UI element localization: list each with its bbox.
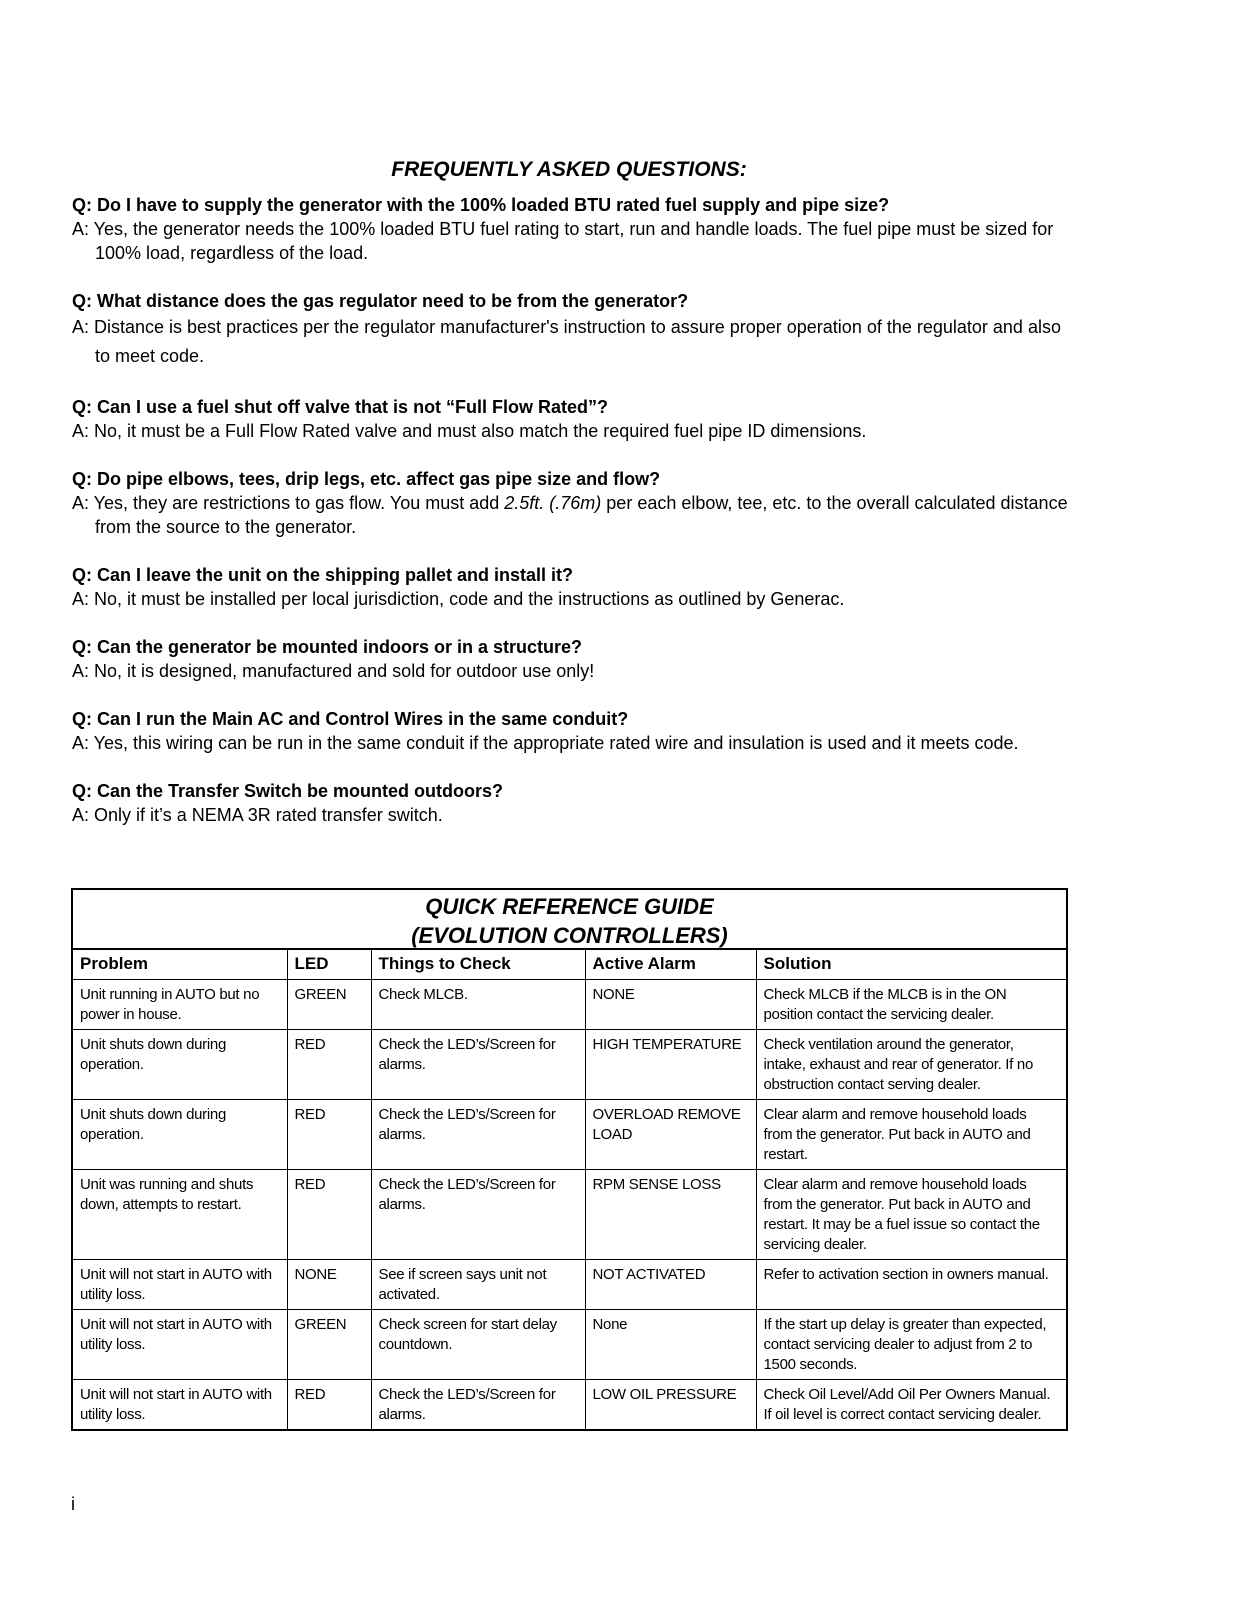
cell-led: GREEN [287,980,371,1030]
cell-things-to-check: Check the LED’s/Screen for alarms. [371,1100,585,1170]
cell-active-alarm: LOW OIL PRESSURE [585,1380,756,1430]
cell-led: RED [287,1030,371,1100]
cell-things-to-check: Check the LED’s/Screen for alarms. [371,1380,585,1430]
column-header-led: LED [287,950,371,980]
faq-item [72,395,1072,443]
faq-item [72,193,1072,265]
cell-problem: Unit shuts down during operation. [73,1030,287,1100]
cell-active-alarm: OVERLOAD REMOVE LOAD [585,1100,756,1170]
faq-answer: A: No, it is designed, manufactured and sold for outdoor use only! [72,661,595,681]
cell-solution: Check MLCB if the MLCB is in the ON position contact the servicing dealer. [756,980,1066,1030]
table-row [73,980,1066,1030]
faq-answer: A: Only if it’s a NEMA 3R rated transfer switch. [72,805,443,825]
faq-question: Q: Can I use a fuel shut off valve that is not “Full Flow Rated”? [72,397,609,417]
table-row [73,1380,1066,1430]
column-header-things-to-check: Things to Check [371,950,585,980]
faq-answer: A: Distance is best practices per the regulator manufacturer's instruction to assure proper operation of the regulator and also to meet code. [72,317,1061,366]
faq-item [72,635,1072,683]
cell-things-to-check: Check screen for start delay countdown. [371,1310,585,1380]
faq-question: Q: Can the generator be mounted indoors or in a structure? [72,637,583,657]
cell-things-to-check: Check the LED’s/Screen for alarms. [371,1030,585,1100]
column-header-solution: Solution [756,950,1066,980]
faq-item [72,707,1072,755]
faq-question: Q: What distance does the gas regulator need to be from the generator? [72,291,689,311]
faq-answer: A: No, it must be a Full Flow Rated valve and must also match the required fuel pipe ID dimensions. [72,421,867,441]
faq-item [72,779,1072,827]
cell-things-to-check: Check the LED’s/Screen for alarms. [371,1170,585,1260]
quick-reference-guide [71,888,1068,1431]
table-header-row [73,950,1066,980]
faq-question: Q: Can I leave the unit on the shipping pallet and install it? [72,565,574,585]
cell-solution: Check ventilation around the generator, intake, exhaust and rear of generator. If no obstruction contact serving dealer. [756,1030,1066,1100]
cell-active-alarm: None [585,1310,756,1380]
guide-title [73,890,1066,950]
faq-item [72,467,1072,539]
cell-problem: Unit will not start in AUTO with utility loss. [73,1260,287,1310]
faq-list [72,193,1072,851]
faq-answer [72,491,1072,539]
faq-question: Q: Do I have to supply the generator with the 100% loaded BTU rated fuel supply and pipe size? [72,195,890,215]
cell-problem: Unit running in AUTO but no power in house. [73,980,287,1030]
cell-active-alarm: HIGH TEMPERATURE [585,1030,756,1100]
faq-item [72,289,1072,371]
faq-title: FREQUENTLY ASKED QUESTIONS: [391,158,747,181]
cell-solution: Refer to activation section in owners manual. [756,1260,1066,1310]
cell-led: RED [287,1380,371,1430]
table-row [73,1100,1066,1170]
cell-led: NONE [287,1260,371,1310]
table-row [73,1260,1066,1310]
cell-things-to-check: Check MLCB. [371,980,585,1030]
cell-led: RED [287,1100,371,1170]
guide-table [73,950,1066,1429]
faq-answer: A: Yes, this wiring can be run in the same conduit if the appropriate rated wire and insulation is used and it meets code. [72,733,1019,753]
faq-question: Q: Can I run the Main AC and Control Wires in the same conduit? [72,709,629,729]
cell-problem: Unit will not start in AUTO with utility loss. [73,1380,287,1430]
cell-problem: Unit was running and shuts down, attempts to restart. [73,1170,287,1260]
cell-problem: Unit shuts down during operation. [73,1100,287,1170]
faq-answer-text: per each elbow, tee, etc. to the overall calculated distance from the source to the generator. [95,493,1068,537]
cell-led: RED [287,1170,371,1260]
faq-answer-emphasis: 2.5ft. (.76m) [504,493,602,513]
faq-answer-text: A: Yes, they are restrictions to gas flow. You must add [72,493,505,513]
guide-title-line: QUICK REFERENCE GUIDE [425,894,714,919]
cell-solution: If the start up delay is greater than expected, contact servicing dealer to adjust from 2 to 1500 seconds. [756,1310,1066,1380]
table-row [73,1030,1066,1100]
faq-item [72,563,1072,611]
table-row [73,1310,1066,1380]
column-header-active-alarm: Active Alarm [585,950,756,980]
column-header-problem: Problem [73,950,287,980]
cell-led: GREEN [287,1310,371,1380]
faq-answer: A: No, it must be installed per local jurisdiction, code and the instructions as outlined by Generac. [72,589,845,609]
faq-question: Q: Do pipe elbows, tees, drip legs, etc. affect gas pipe size and flow? [72,469,661,489]
cell-problem: Unit will not start in AUTO with utility loss. [73,1310,287,1380]
cell-solution: Clear alarm and remove household loads from the generator. Put back in AUTO and restart. It may be a fuel issue so contact the servicing dealer. [756,1170,1066,1260]
faq-question: Q: Can the Transfer Switch be mounted outdoors? [72,781,504,801]
page-number: i [71,1494,75,1514]
guide-subtitle-line: (EVOLUTION CONTROLLERS) [411,923,728,948]
cell-solution: Clear alarm and remove household loads from the generator. Put back in AUTO and restart. [756,1100,1066,1170]
faq-answer: A: Yes, the generator needs the 100% loaded BTU fuel rating to start, run and handle loads. The fuel pipe must be sized for 100% load, regardless of the load. [72,219,1054,263]
cell-solution: Check Oil Level/Add Oil Per Owners Manual. If oil level is correct contact servicing dealer. [756,1380,1066,1430]
cell-things-to-check: See if screen says unit not activated. [371,1260,585,1310]
cell-active-alarm: RPM SENSE LOSS [585,1170,756,1260]
cell-active-alarm: NOT ACTIVATED [585,1260,756,1310]
cell-active-alarm: NONE [585,980,756,1030]
table-row [73,1170,1066,1260]
